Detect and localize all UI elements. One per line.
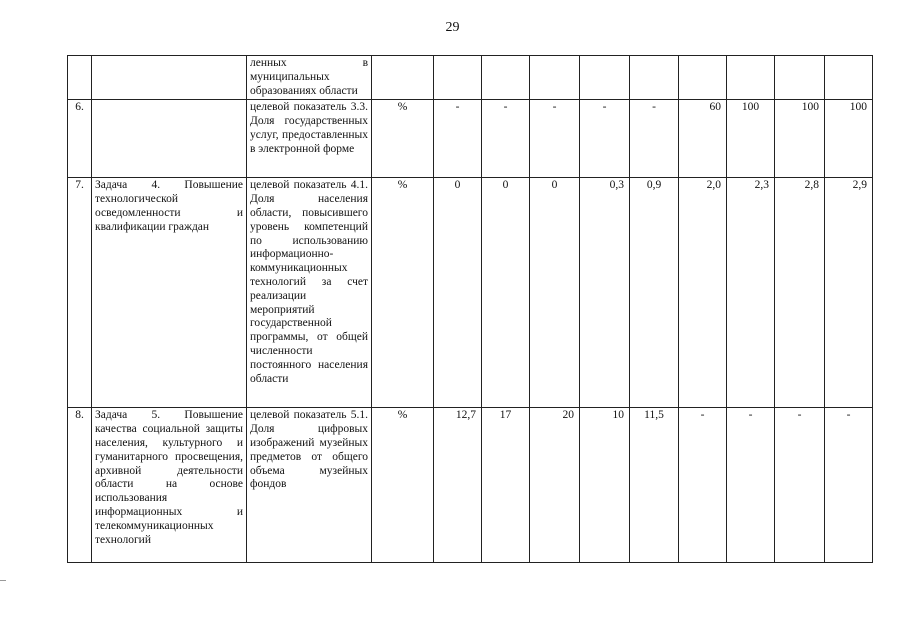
unit-cell: % xyxy=(372,408,434,563)
value-cell: 2,0 xyxy=(679,178,727,408)
value-cell: 20 xyxy=(530,408,580,563)
row-number: 7. xyxy=(68,178,92,408)
row-number: 6. xyxy=(68,100,92,178)
value-cell: 2,9 xyxy=(825,178,873,408)
row-number xyxy=(68,56,92,100)
value-cell: - xyxy=(825,408,873,563)
margin-tick xyxy=(0,580,6,581)
value-cell xyxy=(825,56,873,100)
value-cell: - xyxy=(434,100,482,178)
value-cell: 100 xyxy=(825,100,873,178)
value-cell: - xyxy=(530,100,580,178)
value-cell: 0,3 xyxy=(580,178,630,408)
value-cell: - xyxy=(775,408,825,563)
task-cell: Задача 5. Повышение качества социальной защиты населения, культурного и гуманитарного просвещения, архивной деятельности области на основе использования информационных и телекоммуникационных технологий xyxy=(92,408,247,563)
value-cell: - xyxy=(630,100,679,178)
indicator-cell: целевой показатель 5.1. Доля цифровых изображений музейных предметов от общего объема музейных фондов xyxy=(247,408,372,563)
value-cell: - xyxy=(679,408,727,563)
value-cell xyxy=(775,56,825,100)
table-row xyxy=(68,178,873,408)
value-cell: 100 xyxy=(727,100,775,178)
unit-cell: % xyxy=(372,178,434,408)
indicator-cell: целевой показатель 4.1. Доля населения области, повысившего уровень компетенций по использованию информационно-коммуникационных технологий за счет реализации мероприятий государственной программы, от общей численности постоянного населения области xyxy=(247,178,372,408)
page-number: 29 xyxy=(445,20,460,35)
value-cell: 2,8 xyxy=(775,178,825,408)
value-cell xyxy=(630,56,679,100)
row-number: 8. xyxy=(68,408,92,563)
value-cell: 60 xyxy=(679,100,727,178)
value-cell: 100 xyxy=(775,100,825,178)
value-cell: - xyxy=(727,408,775,563)
value-cell: - xyxy=(580,100,630,178)
value-cell: 17 xyxy=(482,408,530,563)
task-cell xyxy=(92,100,247,178)
value-cell xyxy=(727,56,775,100)
value-cell: 0 xyxy=(530,178,580,408)
unit-cell: % xyxy=(372,100,434,178)
value-cell xyxy=(580,56,630,100)
value-cell: - xyxy=(482,100,530,178)
value-cell xyxy=(530,56,580,100)
value-cell xyxy=(482,56,530,100)
table-row xyxy=(68,100,873,178)
table-row xyxy=(68,56,873,100)
value-cell xyxy=(434,56,482,100)
value-cell: 0 xyxy=(482,178,530,408)
value-cell: 12,7 xyxy=(434,408,482,563)
value-cell: 0,9 xyxy=(630,178,679,408)
indicators-table xyxy=(67,55,873,563)
value-cell: 0 xyxy=(434,178,482,408)
task-cell: Задача 4. Повышение технологической осведомленности и квалификации граждан xyxy=(92,178,247,408)
indicator-cell: ленных в муниципальных образованиях области xyxy=(247,56,372,100)
task-cell xyxy=(92,56,247,100)
value-cell: 11,5 xyxy=(630,408,679,563)
value-cell: 2,3 xyxy=(727,178,775,408)
indicator-cell: целевой показатель 3.3. Доля государственных услуг, предоставленных в электронной форме xyxy=(247,100,372,178)
table-row xyxy=(68,408,873,563)
unit-cell xyxy=(372,56,434,100)
value-cell xyxy=(679,56,727,100)
value-cell: 10 xyxy=(580,408,630,563)
